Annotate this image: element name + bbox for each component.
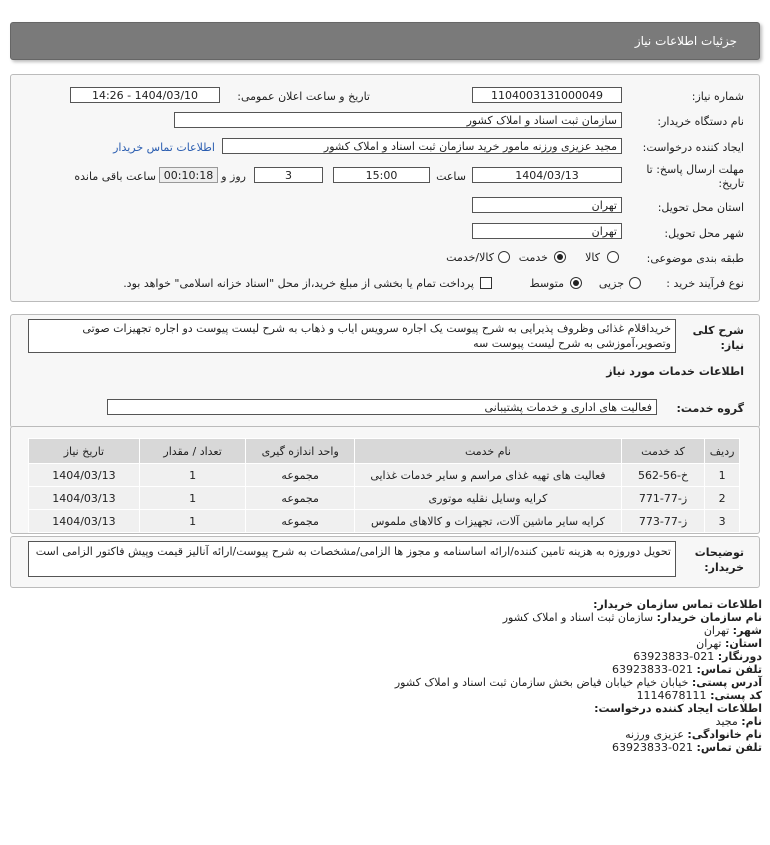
treasury-payment-checkbox[interactable]: [480, 277, 492, 289]
cell-service-name: فعالیت های تهیه غذای مراسم و سایر خدمات غذایی: [355, 464, 622, 487]
cell-need-date: 1404/03/13: [29, 510, 140, 533]
services-section-title: اطلاعات خدمات مورد نیاز: [606, 365, 744, 378]
cell-service-code: ز-77-773: [621, 510, 704, 533]
buyer-contact-link[interactable]: اطلاعات تماس خریدار: [113, 141, 215, 154]
fax-line: دورنگار: 021-63923833: [633, 650, 762, 663]
need-number-label: شماره نیاز:: [691, 90, 744, 103]
cell-quantity: 1: [139, 464, 246, 487]
services-table: [28, 438, 740, 533]
cell-row-number: 1: [705, 464, 740, 487]
cell-row-number: 2: [705, 487, 740, 510]
cell-need-date: 1404/03/13: [29, 464, 140, 487]
announce-label: تاریخ و ساعت اعلان عمومی:: [237, 90, 370, 103]
cell-quantity: 1: [139, 487, 246, 510]
process-option-minor: جزیی: [598, 277, 624, 290]
page-title: جزئیات اطلاعات نیاز: [634, 34, 737, 48]
deadline-time-field: 15:00: [333, 167, 430, 183]
process-radio-minor[interactable]: [629, 277, 641, 289]
cell-service-name: کرایه سایر ماشین آلات، تجهیزات و کالاهای ملموس: [355, 510, 622, 533]
cell-quantity: 1: [139, 510, 246, 533]
category-option-service: خدمت: [518, 251, 548, 264]
org-contact-title: اطلاعات تماس سازمان خریدار:: [593, 598, 762, 611]
org-name-line: نام سازمان خریدار: سازمان ثبت اسناد و املاک کشور: [502, 611, 762, 624]
col-header-service-code: کد خدمت: [621, 439, 704, 464]
deadline-label: مهلت ارسال پاسخ: تا: [646, 163, 744, 176]
first-name-line: نام: مجید: [715, 715, 762, 728]
service-group-label: گروه خدمت:: [676, 402, 744, 415]
process-option-medium: متوسط: [529, 277, 564, 290]
city-line: شهر: تهران: [703, 624, 762, 637]
col-header-row-number: ردیف: [705, 439, 740, 464]
deadline-time-label: ساعت: [436, 170, 466, 183]
address-line: آدرس پستی: خیابان خیام خیابان فیاض بخش سازمان ثبت اسناد و املاک کشور: [394, 676, 762, 689]
description-label: شرح کلی: [692, 324, 744, 337]
days-field: 3: [254, 167, 323, 183]
category-radio-service[interactable]: [554, 251, 566, 263]
table-row: [29, 487, 740, 510]
need-number-field: 1104003131000049: [472, 87, 622, 103]
creator-title: اطلاعات ایجاد کننده درخواست:: [594, 702, 762, 715]
cell-unit: مجموعه: [246, 464, 355, 487]
deadline-label-date: تاریخ:: [718, 177, 744, 190]
col-header-quantity: تعداد / مقدار: [139, 439, 246, 464]
col-header-unit: واحد اندازه گیری: [246, 439, 355, 464]
buyer-notes-box: [28, 541, 676, 577]
description-label-2: نیاز:: [720, 339, 744, 352]
cell-row-number: 3: [705, 510, 740, 533]
category-label: طبقه بندی موضوعی:: [646, 252, 744, 265]
province-label: استان محل تحویل:: [657, 201, 744, 214]
buyer-org-label: نام دستگاه خریدار:: [657, 115, 744, 128]
cell-service-code: خ-56-562: [621, 464, 704, 487]
province-line: استان: تهران: [696, 637, 762, 650]
service-group-field: فعالیت های اداری و خدمات پشتیبانی: [107, 399, 657, 415]
treasury-payment-note: پرداخت تمام یا بخشی از مبلغ خرید،از محل "اسناد خزانه اسلامی" خواهد بود.: [123, 277, 474, 290]
buyer-org-field: سازمان ثبت اسناد و املاک کشور: [174, 112, 622, 128]
category-option-goods-service: کالا/خدمت: [446, 251, 494, 264]
category-radio-goods[interactable]: [607, 251, 619, 263]
table-row: [29, 464, 740, 487]
remaining-time-label: ساعت باقی مانده: [74, 170, 156, 183]
col-header-service-name: نام خدمت: [355, 439, 622, 464]
category-radio-goods-service[interactable]: [498, 251, 510, 263]
requester-field: مجید عزیزی ورزنه مامور خرید سازمان ثبت اسناد و املاک کشور: [222, 138, 622, 154]
deadline-date-field: 1404/03/13: [472, 167, 622, 183]
cell-need-date: 1404/03/13: [29, 487, 140, 510]
contact-info: [22, 598, 762, 754]
buyer-notes-label-2: خریدار:: [704, 561, 744, 574]
cell-service-code: ز-77-771: [621, 487, 704, 510]
info-panel: [10, 74, 760, 302]
description-text-box: [28, 319, 676, 353]
phone-line: تلفن تماس: 021-63923833: [612, 663, 762, 676]
col-header-need-date: تاریخ نیاز: [29, 439, 140, 464]
page-header: [10, 22, 760, 60]
buyer-notes-text: تحویل دوروزه به هزینه تامین کننده/ارائه اساسنامه و مجوز ها الزامی/مشخصات به شرح پیوست/ارائه آنالیز قیمت وپیش فاکتور الزامی است: [35, 545, 671, 558]
city-field: تهران: [472, 223, 622, 239]
cell-unit: مجموعه: [246, 487, 355, 510]
description-text: خریداقلام غذائی وظروف پذیرایی به شرح پیوست یک اجاره سرویس ایاب و ذهاب به شرح لیست پیوست دو اجاره تجهیزات صوتی وتصویر،آموزشی به شرح لیست پیوست سه: [82, 322, 671, 350]
announce-field: 1404/03/10 - 14:26: [70, 87, 220, 103]
cell-service-name: کرایه وسایل نقلیه موتوری: [355, 487, 622, 510]
table-row: [29, 510, 740, 533]
requester-label: ایجاد کننده درخواست:: [642, 141, 744, 154]
category-option-goods: کالا: [585, 251, 600, 264]
city-label: شهر محل تحویل:: [664, 227, 744, 240]
table-header-row: [29, 439, 740, 464]
days-label: روز و: [221, 170, 246, 183]
remaining-time-field: 00:10:18: [159, 167, 218, 183]
cell-unit: مجموعه: [246, 510, 355, 533]
province-field: تهران: [472, 197, 622, 213]
process-radio-medium[interactable]: [570, 277, 582, 289]
process-label: نوع فرآیند خرید :: [666, 277, 744, 290]
creator-phone-line: تلفن تماس: 021-63923833: [612, 741, 762, 754]
postal-line: کد پستی: 1114678111: [636, 689, 762, 702]
buyer-notes-label: توضیحات: [694, 546, 744, 559]
last-name-line: نام خانوادگی: عزیزی ورزنه: [625, 728, 762, 741]
